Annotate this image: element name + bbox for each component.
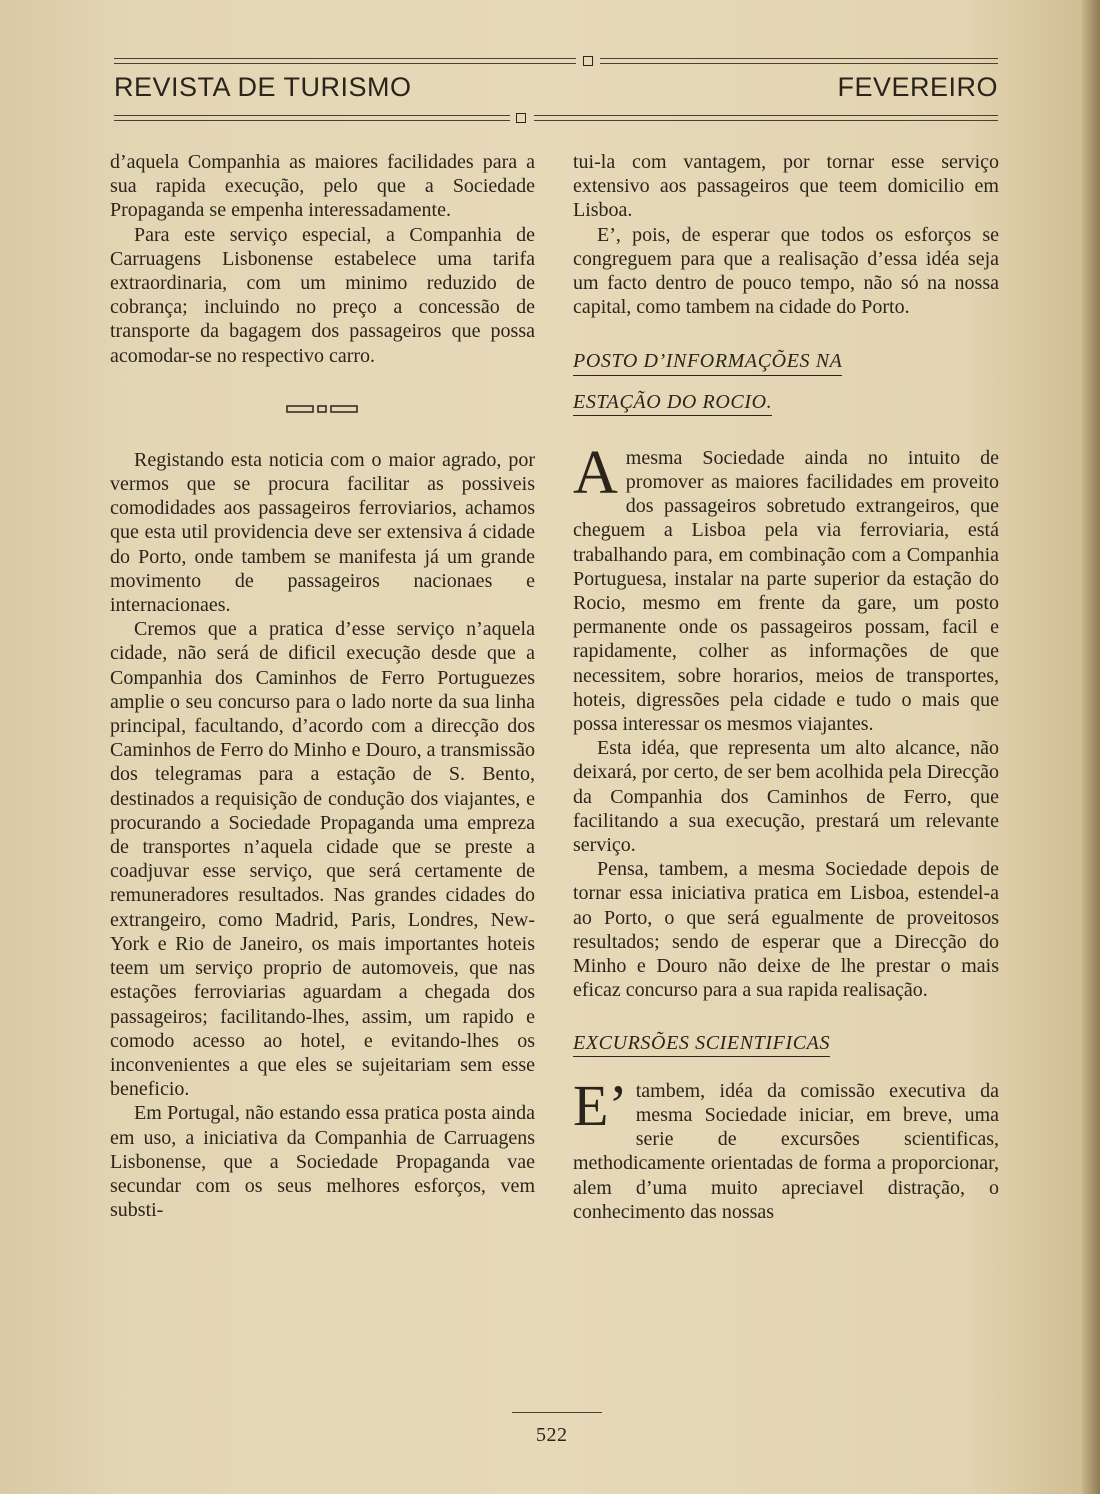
paragraph [573,1072,999,1224]
paragraph-text: tambem, idéa da comissão executiva da mesma Sociedade iniciar, em breve, uma serie de excursões scientificas, methodicamente orientadas de forma a proporcionar, alem d’uma muito apreciavel distração, o conhecimento das nossas [573,1079,999,1223]
header-ornament-top [583,56,593,66]
header-rule-top-left [114,58,576,64]
paragraph: Esta idéa, que representa um alto alcance, não deixará, por certo, de ser bem acolhida pela Direcção da Companhia dos Caminhos de Ferro, que facilitando a sua execução, prestará um relevante serviço. [573,737,999,857]
paragraph-text: mesma Sociedade ainda no intuito de promover as maiores facilidades em proveito dos passageiros sobretudo extrangeiros, que cheguem a Lisboa pela via ferroviaria, está trabalhando para, em combinação com a Companhia Portuguesa, instalar na parte superior da estação do Rocio, mesmo em frente da gare, um posto permanente onde os passageiros possam, facil e rapidamente, colher as informações de que necessitem, sobre horarios, meios de transportes, hoteis, digressões pela cidade e tudo o mais que possa interessar os mesmos viajantes. [573,446,999,736]
page-edge [1082,0,1100,1494]
footer-rule [512,1412,602,1413]
section-heading-excursoes: EXCURSÕES SCIENTIFICAS [573,1031,830,1057]
section-heading-estacao: ESTAÇÃO DO ROCIO. [573,390,772,416]
page-number: 522 [536,1424,568,1446]
header-ornament-bottom [516,113,526,123]
paragraph: Em Portugal, não estando essa pratica posta ainda em uso, a iniciativa da Companhia de Carruagens Lisbonense, que a Sociedade Propaganda vae secundar com os seus melhores esforços, vem substi- [110,1102,535,1222]
column-right [573,150,999,1224]
paragraph: tui-la com vantagem, por tornar esse serviço extensivo aos passageiros que teem domicilio em Lisboa. [573,151,999,222]
running-month: FEVEREIRO [837,72,998,102]
paragraph: E’, pois, de esperar que todos os esforços se congreguem para que a realisação d’essa idéa seja um facto dentro de pouco tempo, não só na nossa capital, como tambem na cidade do Porto. [573,223,999,319]
header-rule-bottom-left [114,115,510,121]
running-title: REVISTA DE TURISMO [114,72,412,102]
paragraph: Cremos que a pratica d’esse serviço n’aquela cidade, não será de dificil execução desde que a Companhia dos Caminhos de Ferro Portuguezes amplie o seu concurso para o lado norte da sua linha principal, facultando, d’acordo com a direcção dos Caminhos de Ferro do Minho e Douro, a transmissão dos telegramas para a estação de S. Bento, destinados a requisição de condução dos viajantes, e procurando a Sociedade Propaganda uma empreza de transportes n’aquela cidade que se preste a coadjuvar esse serviço, que será certamente de remuneradores resultados. Nas grandes cidades do extrangeiro, como Madrid, Paris, Londres, New-York e Rio de Janeiro, os mais importantes hoteis teem um serviço proprio de automoveis, que nas estações ferroviarias aguardam a chegada dos passageiros; facilitando-lhes, assim, um rapido e comodo acesso ao hotel, e evitando-lhes os inconvenientes a que eles se sujeitariam sem esse beneficio. [110,618,535,1101]
paragraph: Registando esta noticia com o maior agrado, por vermos que se procura facilitar as possiveis comodidades aos passageiros ferroviarios, achamos que esta util providencia deve ser extensiva á cidade do Porto, onde tambem se manifesta já um grande movimento de passageiros nacionaes e internacionaes. [110,448,535,617]
header-rule-bottom-right [534,115,998,121]
header-rule-top-right [600,58,998,64]
paragraph: d’aquela Companhia as maiores facilidades para a sua rapida execução, pelo que a Sociedade Propaganda se empenha interessadamente. [110,151,535,222]
paragraph: Pensa, tambem, a mesma Sociedade depois de tornar essa iniciativa pratica em Lisboa, estendel-a ao Porto, o que será egualmente de proveitosos resultados; sendo de esperar que a Direcção do Minho e Douro não deixe de lhe prestar o mais eficaz concurso para a sua rapida realisação. [573,858,999,1002]
drop-cap: E’ [573,1072,628,1138]
section-ornament [285,404,361,414]
paragraph: Para este serviço especial, a Companhia de Carruagens Lisbonense estabelece uma tarifa extraordinaria, com um minimo reduzido de cobrança; incluindo no preço a concessão de transporte da bagagem dos passageiros que possa acomodar-se no respectivo carro. [110,223,535,367]
paragraph [573,438,999,736]
section-heading-posto: POSTO D’INFORMAÇÕES NA [573,349,842,375]
drop-cap: A [573,438,618,507]
column-left [110,150,535,1222]
